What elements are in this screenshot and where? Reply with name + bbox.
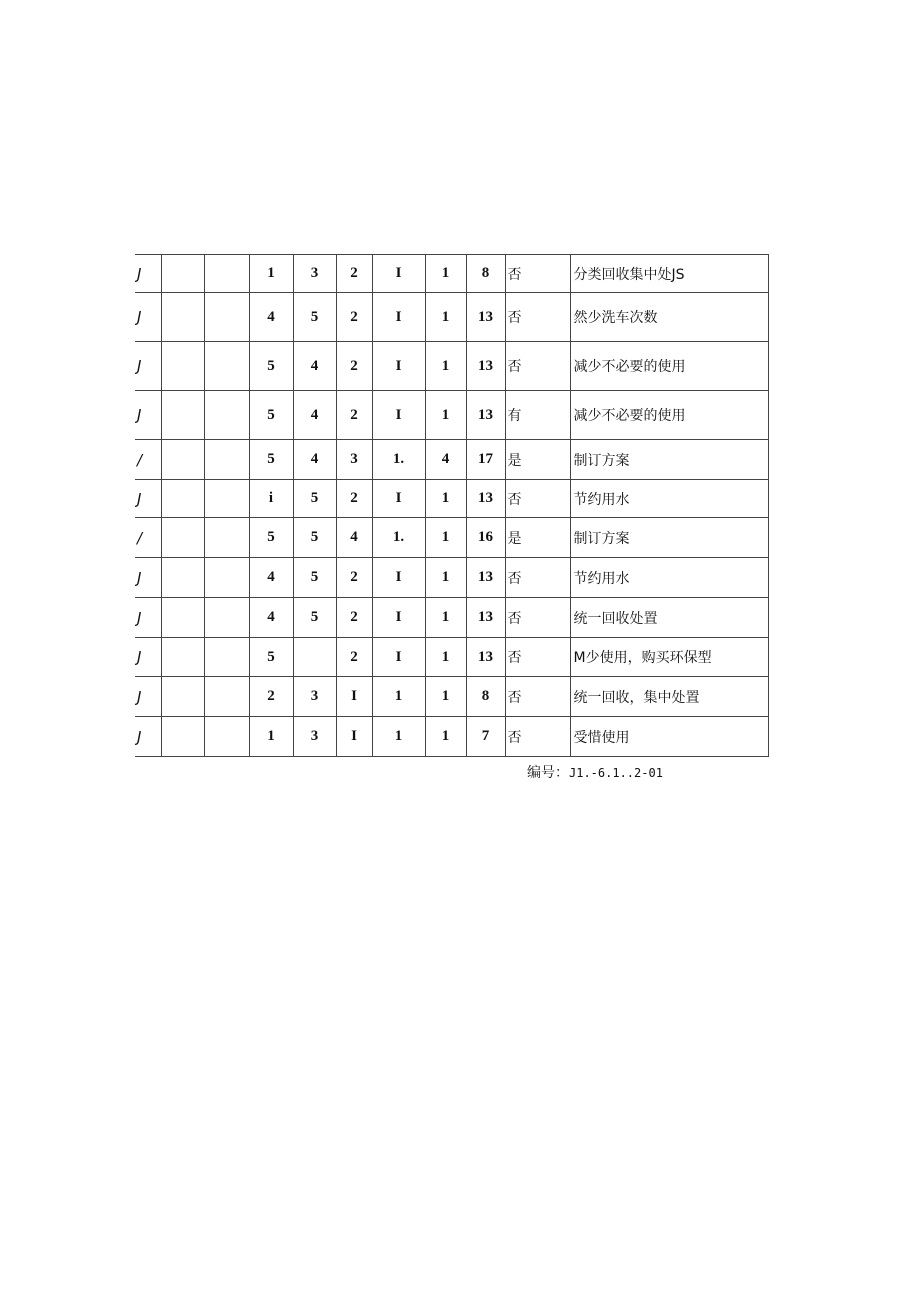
cell-blank-2: [204, 677, 249, 717]
table-row: [135, 342, 768, 391]
cell-score-5: 4: [425, 440, 466, 480]
table-row: [135, 717, 768, 757]
cell-mark: J: [135, 342, 161, 391]
cell-score-5: 1: [425, 677, 466, 717]
cell-score-2: 5: [293, 518, 336, 558]
cell-total: 8: [466, 677, 505, 717]
cell-total: 13: [466, 598, 505, 638]
cell-score-4: I: [372, 598, 425, 638]
cell-blank-2: [204, 558, 249, 598]
cell-control-measure: 统一回收，集中处置: [570, 677, 768, 717]
cell-score-4: 1.: [372, 440, 425, 480]
cell-total: 13: [466, 638, 505, 677]
cell-control-measure: 节约用水: [570, 558, 768, 598]
cell-blank-1: [161, 598, 204, 638]
cell-blank-1: [161, 342, 204, 391]
cell-mark: /: [135, 518, 161, 558]
cell-score-2: 5: [293, 293, 336, 342]
cell-score-1: 2: [249, 677, 293, 717]
cell-score-1: 4: [249, 598, 293, 638]
cell-blank-1: [161, 518, 204, 558]
cell-significant: 有: [505, 391, 570, 440]
cell-blank-2: [204, 598, 249, 638]
cell-total: 8: [466, 255, 505, 293]
table-row: [135, 598, 768, 638]
cell-score-3: I: [336, 717, 372, 757]
cell-score-3: 3: [336, 440, 372, 480]
cell-score-5: 1: [425, 255, 466, 293]
cell-significant: 否: [505, 717, 570, 757]
cell-significant: 否: [505, 293, 570, 342]
cell-score-4: 1: [372, 677, 425, 717]
cell-score-3: 2: [336, 598, 372, 638]
cell-score-2: 5: [293, 480, 336, 518]
cell-blank-1: [161, 558, 204, 598]
cell-significant: 是: [505, 440, 570, 480]
cell-score-5: 1: [425, 293, 466, 342]
cell-control-measure: M少使用，购买环保型: [570, 638, 768, 677]
cell-significant: 否: [505, 558, 570, 598]
cell-blank-1: [161, 440, 204, 480]
cell-mark: J: [135, 293, 161, 342]
cell-score-4: I: [372, 391, 425, 440]
cell-score-1: 1: [249, 255, 293, 293]
table-row: [135, 677, 768, 717]
table-row: [135, 440, 768, 480]
cell-total: 13: [466, 342, 505, 391]
cell-blank-2: [204, 440, 249, 480]
cell-blank-1: [161, 717, 204, 757]
cell-score-3: 2: [336, 391, 372, 440]
cell-score-2: 4: [293, 440, 336, 480]
cell-blank-2: [204, 255, 249, 293]
cell-score-3: 2: [336, 480, 372, 518]
cell-score-5: 1: [425, 717, 466, 757]
cell-score-5: 1: [425, 638, 466, 677]
cell-score-4: I: [372, 558, 425, 598]
cell-score-1: 4: [249, 558, 293, 598]
cell-total: 16: [466, 518, 505, 558]
cell-control-measure: 制订方案: [570, 518, 768, 558]
cell-total: 13: [466, 558, 505, 598]
cell-significant: 否: [505, 677, 570, 717]
cell-control-measure: 分类回收集中处JS: [570, 255, 768, 293]
cell-score-2: 3: [293, 255, 336, 293]
cell-mark: /: [135, 440, 161, 480]
cell-score-3: 2: [336, 255, 372, 293]
document-code-label: 编号：: [527, 765, 569, 781]
cell-score-5: 1: [425, 598, 466, 638]
cell-score-3: 4: [336, 518, 372, 558]
cell-mark: J: [135, 391, 161, 440]
cell-score-2: 3: [293, 677, 336, 717]
cell-score-3: 2: [336, 293, 372, 342]
table-row: [135, 255, 768, 293]
cell-significant: 否: [505, 342, 570, 391]
document-code: [527, 762, 663, 782]
table-body: [135, 255, 768, 757]
cell-control-measure: 然少洗车次数: [570, 293, 768, 342]
document-code-value: J1.-6.1..2-01: [569, 766, 663, 780]
cell-blank-2: [204, 518, 249, 558]
cell-score-1: 1: [249, 717, 293, 757]
cell-score-3: I: [336, 677, 372, 717]
cell-mark: J: [135, 717, 161, 757]
cell-score-4: I: [372, 293, 425, 342]
cell-mark: J: [135, 480, 161, 518]
cell-control-measure: 制订方案: [570, 440, 768, 480]
cell-mark: J: [135, 677, 161, 717]
cell-mark: J: [135, 638, 161, 677]
cell-score-2: [293, 638, 336, 677]
cell-score-4: 1: [372, 717, 425, 757]
cell-mark: J: [135, 598, 161, 638]
cell-score-2: 4: [293, 342, 336, 391]
cell-score-4: I: [372, 638, 425, 677]
cell-control-measure: 统一回收处置: [570, 598, 768, 638]
cell-blank-2: [204, 638, 249, 677]
cell-score-3: 2: [336, 638, 372, 677]
table-row: [135, 638, 768, 677]
cell-score-2: 5: [293, 558, 336, 598]
cell-score-4: I: [372, 255, 425, 293]
cell-control-measure: 受惜使用: [570, 717, 768, 757]
cell-total: 13: [466, 293, 505, 342]
cell-blank-2: [204, 717, 249, 757]
table-row: [135, 293, 768, 342]
cell-blank-1: [161, 638, 204, 677]
cell-score-1: 4: [249, 293, 293, 342]
cell-score-5: 1: [425, 558, 466, 598]
cell-control-measure: 减少不必要的使用: [570, 342, 768, 391]
cell-score-5: 1: [425, 391, 466, 440]
cell-score-1: i: [249, 480, 293, 518]
table-row: [135, 480, 768, 518]
cell-blank-1: [161, 677, 204, 717]
cell-score-5: 1: [425, 480, 466, 518]
cell-score-1: 5: [249, 638, 293, 677]
cell-blank-2: [204, 293, 249, 342]
cell-score-4: I: [372, 480, 425, 518]
cell-score-5: 1: [425, 518, 466, 558]
cell-blank-1: [161, 480, 204, 518]
cell-control-measure: 减少不必要的使用: [570, 391, 768, 440]
table-row: [135, 391, 768, 440]
cell-score-1: 5: [249, 440, 293, 480]
cell-blank-2: [204, 342, 249, 391]
cell-score-4: 1.: [372, 518, 425, 558]
cell-total: 17: [466, 440, 505, 480]
table-row: [135, 518, 768, 558]
cell-control-measure: 节约用水: [570, 480, 768, 518]
cell-score-1: 5: [249, 518, 293, 558]
cell-score-3: 2: [336, 558, 372, 598]
cell-total: 13: [466, 391, 505, 440]
cell-significant: 是: [505, 518, 570, 558]
cell-mark: J: [135, 558, 161, 598]
cell-blank-2: [204, 391, 249, 440]
cell-score-1: 5: [249, 391, 293, 440]
cell-score-5: 1: [425, 342, 466, 391]
cell-total: 7: [466, 717, 505, 757]
cell-blank-2: [204, 480, 249, 518]
table-row: [135, 558, 768, 598]
cell-score-2: 5: [293, 598, 336, 638]
cell-total: 13: [466, 480, 505, 518]
cell-score-4: I: [372, 342, 425, 391]
cell-score-2: 3: [293, 717, 336, 757]
cell-blank-1: [161, 293, 204, 342]
cell-score-3: 2: [336, 342, 372, 391]
cell-significant: 否: [505, 255, 570, 293]
cell-mark: J: [135, 255, 161, 293]
cell-blank-1: [161, 391, 204, 440]
cell-blank-1: [161, 255, 204, 293]
cell-score-2: 4: [293, 391, 336, 440]
cell-significant: 否: [505, 480, 570, 518]
cell-significant: 否: [505, 638, 570, 677]
evaluation-table: [135, 254, 769, 757]
cell-score-1: 5: [249, 342, 293, 391]
cell-significant: 否: [505, 598, 570, 638]
